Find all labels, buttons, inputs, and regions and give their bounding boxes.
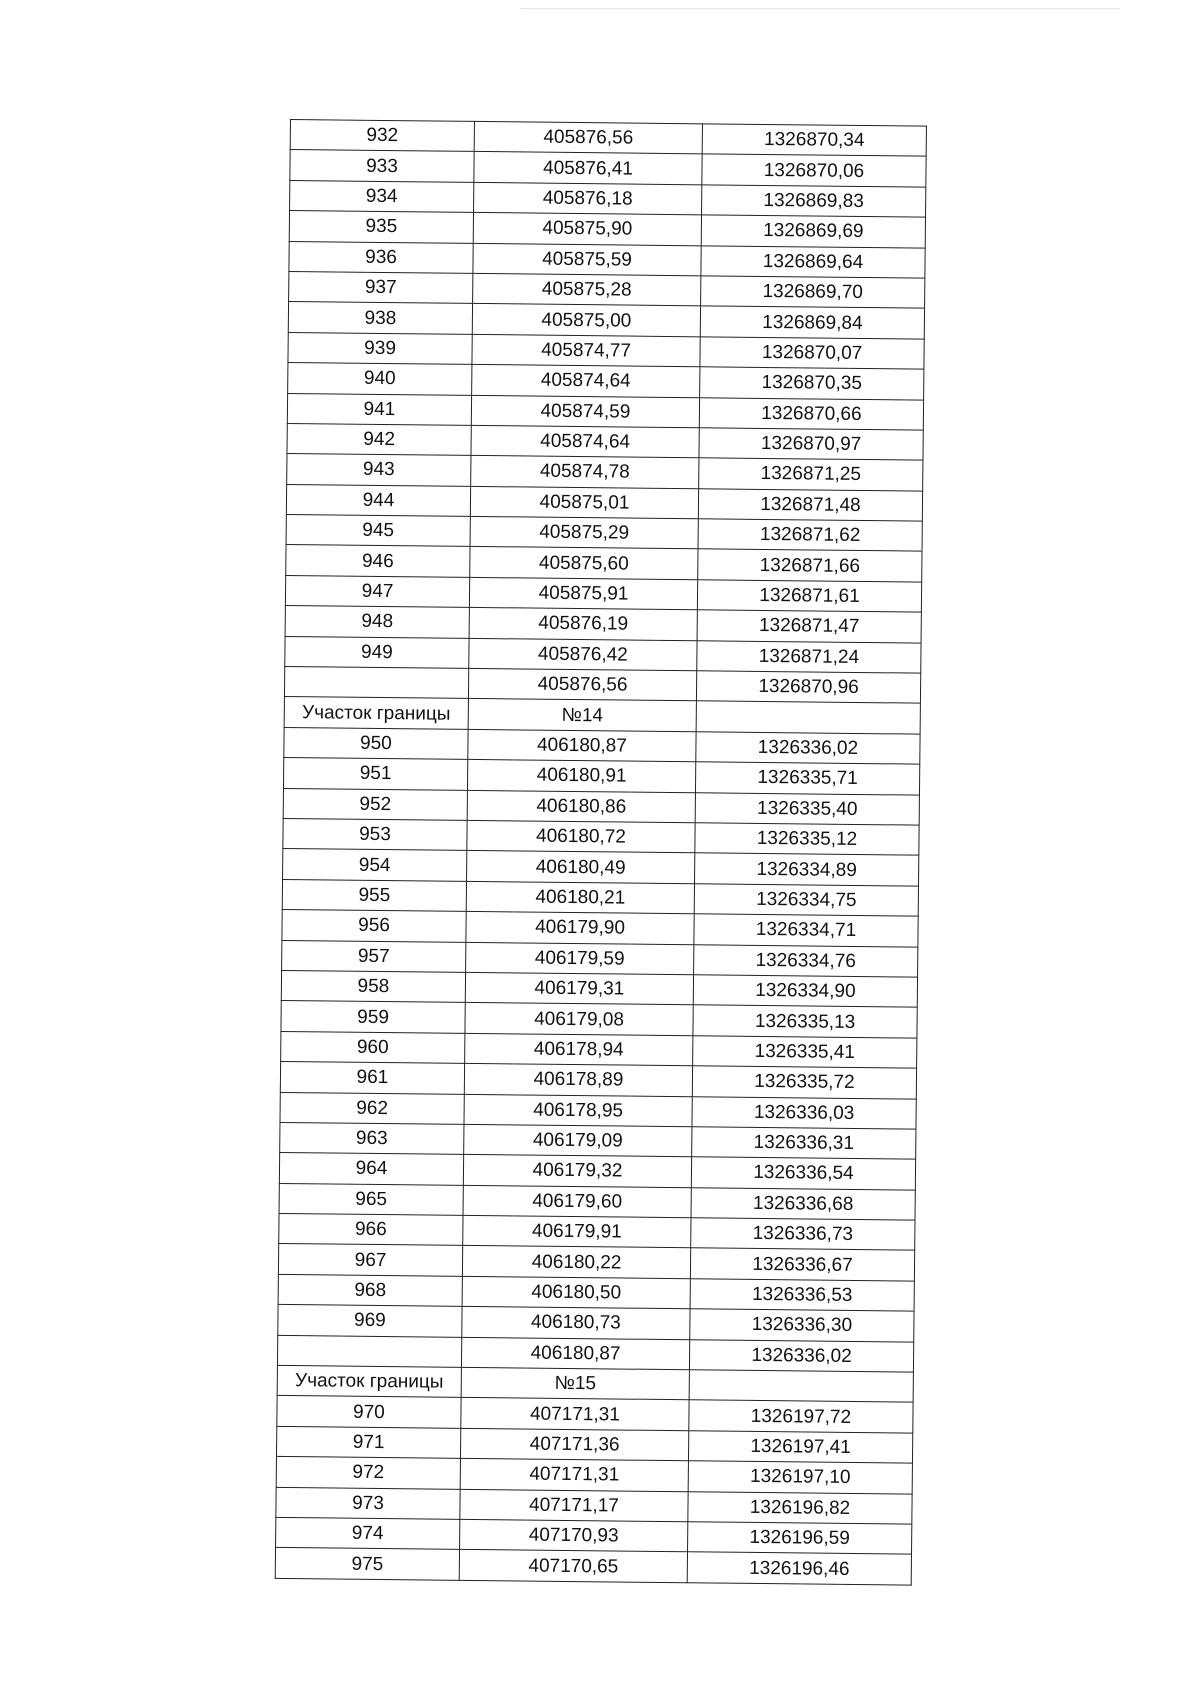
x-coordinate-cell: 406180,87 — [461, 1337, 689, 1370]
x-coordinate-cell: 405876,19 — [469, 608, 697, 641]
x-coordinate-cell: 406180,87 — [468, 729, 696, 762]
y-coordinate-cell: 1326335,41 — [693, 1035, 917, 1068]
x-coordinate-cell: 406178,89 — [464, 1063, 692, 1096]
y-coordinate-cell: 1326871,47 — [697, 610, 921, 643]
x-coordinate-cell: 405875,59 — [473, 243, 701, 276]
y-coordinate-cell: 1326871,24 — [697, 640, 921, 673]
point-number-cell: 967 — [278, 1244, 462, 1276]
table-row — [275, 1548, 911, 1585]
point-number-cell: 965 — [279, 1183, 463, 1215]
point-number-cell: 948 — [285, 606, 469, 638]
coordinates-table — [275, 119, 927, 1585]
point-number-cell: 951 — [283, 758, 467, 790]
point-number-cell — [277, 1335, 461, 1367]
y-coordinate-cell: 1326869,64 — [701, 245, 925, 278]
y-coordinate-cell: 1326335,13 — [693, 1005, 917, 1038]
x-coordinate-cell: 406179,32 — [463, 1155, 691, 1188]
y-coordinate-cell: 1326196,59 — [688, 1522, 912, 1555]
x-coordinate-cell: 406180,86 — [467, 790, 695, 823]
point-number-cell: 947 — [285, 575, 469, 607]
y-coordinate-cell: 1326335,72 — [692, 1066, 916, 1099]
y-coordinate-cell: 1326870,34 — [702, 124, 926, 157]
y-coordinate-cell: 1326336,73 — [691, 1218, 915, 1251]
y-coordinate-cell: 1326334,75 — [694, 884, 918, 917]
y-coordinate-cell: 1326196,82 — [688, 1491, 912, 1524]
x-coordinate-cell: 405876,56 — [468, 668, 696, 701]
point-number-cell: 938 — [288, 302, 472, 334]
point-number-cell: 955 — [282, 879, 466, 911]
y-coordinate-cell: 1326336,03 — [692, 1096, 916, 1129]
x-coordinate-cell: 406179,60 — [463, 1185, 691, 1218]
y-coordinate-cell: 1326336,67 — [690, 1248, 914, 1281]
x-coordinate-cell: 405876,42 — [469, 638, 697, 671]
y-coordinate-cell — [696, 701, 920, 734]
point-number-cell: 962 — [280, 1092, 464, 1124]
x-coordinate-cell: 406179,90 — [466, 912, 694, 945]
y-coordinate-cell: 1326334,76 — [694, 944, 918, 977]
point-number-cell: 950 — [284, 727, 468, 759]
point-number-cell: 961 — [280, 1062, 464, 1094]
point-number-cell: 954 — [283, 849, 467, 881]
point-number-cell: 940 — [288, 363, 472, 395]
x-coordinate-cell: 405875,00 — [472, 304, 700, 337]
y-coordinate-cell: 1326336,53 — [690, 1279, 914, 1312]
y-coordinate-cell: 1326871,66 — [698, 549, 922, 582]
x-coordinate-cell: 407171,17 — [460, 1489, 688, 1522]
y-coordinate-cell: 1326870,06 — [702, 154, 926, 187]
point-number-cell: 936 — [289, 241, 473, 273]
x-coordinate-cell: 405874,64 — [471, 425, 699, 458]
y-coordinate-cell: 1326871,48 — [698, 488, 922, 521]
point-number-cell: 932 — [290, 120, 474, 152]
x-coordinate-cell: 406180,50 — [462, 1276, 690, 1309]
coordinates-table-body — [275, 120, 926, 1585]
y-coordinate-cell: 1326871,61 — [697, 580, 921, 613]
x-coordinate-cell: 407170,65 — [459, 1550, 687, 1583]
point-number-cell: 956 — [282, 910, 466, 942]
y-coordinate-cell: 1326197,41 — [688, 1431, 912, 1464]
point-number-cell: 953 — [283, 818, 467, 850]
point-number-cell: 933 — [290, 150, 474, 182]
y-coordinate-cell: 1326871,62 — [698, 519, 922, 552]
y-coordinate-cell: 1326334,89 — [695, 853, 919, 886]
y-coordinate-cell: 1326869,83 — [702, 185, 926, 218]
y-coordinate-cell: 1326870,96 — [696, 671, 920, 704]
x-coordinate-cell: 406180,73 — [462, 1307, 690, 1340]
point-number-cell: 944 — [286, 484, 470, 516]
section-number-cell: №15 — [461, 1367, 689, 1400]
y-coordinate-cell: 1326336,02 — [689, 1339, 913, 1372]
y-coordinate-cell: 1326869,69 — [701, 215, 925, 248]
x-coordinate-cell: 407170,93 — [460, 1519, 688, 1552]
section-label-cell: Участок границы — [277, 1365, 461, 1397]
x-coordinate-cell: 405874,59 — [471, 395, 699, 428]
y-coordinate-cell: 1326196,46 — [687, 1552, 911, 1585]
y-coordinate-cell: 1326870,07 — [700, 337, 924, 370]
x-coordinate-cell: 406180,21 — [466, 881, 694, 914]
x-coordinate-cell: 407171,31 — [461, 1398, 689, 1431]
point-number-cell: 935 — [289, 211, 473, 243]
y-coordinate-cell — [689, 1370, 913, 1403]
y-coordinate-cell: 1326336,68 — [691, 1187, 915, 1220]
y-coordinate-cell: 1326869,70 — [701, 276, 925, 309]
point-number-cell: 957 — [282, 940, 466, 972]
y-coordinate-cell: 1326871,25 — [699, 458, 923, 491]
x-coordinate-cell: 406179,09 — [464, 1124, 692, 1157]
x-coordinate-cell: 406180,72 — [467, 820, 695, 853]
y-coordinate-cell: 1326335,12 — [695, 823, 919, 856]
x-coordinate-cell: 405876,56 — [474, 121, 702, 154]
point-number-cell: 946 — [286, 545, 470, 577]
point-number-cell: 952 — [283, 788, 467, 820]
point-number-cell: 966 — [279, 1214, 463, 1246]
point-number-cell: 943 — [287, 454, 471, 486]
x-coordinate-cell: 406179,31 — [465, 972, 693, 1005]
point-number-cell: 969 — [278, 1305, 462, 1337]
y-coordinate-cell: 1326869,84 — [700, 306, 924, 339]
y-coordinate-cell: 1326336,31 — [692, 1127, 916, 1160]
x-coordinate-cell: 405875,29 — [470, 516, 698, 549]
x-coordinate-cell: 405876,41 — [474, 152, 702, 185]
y-coordinate-cell: 1326197,72 — [689, 1400, 913, 1433]
y-coordinate-cell: 1326336,02 — [696, 732, 920, 765]
point-number-cell: 971 — [276, 1426, 460, 1458]
x-coordinate-cell: 405874,64 — [472, 365, 700, 398]
x-coordinate-cell: 405875,90 — [473, 213, 701, 246]
x-coordinate-cell: 406178,95 — [464, 1094, 692, 1127]
y-coordinate-cell: 1326870,35 — [700, 367, 924, 400]
x-coordinate-cell: 405875,01 — [470, 486, 698, 519]
y-coordinate-cell: 1326870,66 — [699, 397, 923, 430]
x-coordinate-cell: 406179,91 — [463, 1215, 691, 1248]
x-coordinate-cell: 405874,78 — [471, 456, 699, 489]
point-number-cell — [284, 667, 468, 699]
section-label-cell: Участок границы — [284, 697, 468, 729]
point-number-cell: 963 — [280, 1122, 464, 1154]
x-coordinate-cell: 405875,91 — [469, 577, 697, 610]
x-coordinate-cell: 407171,31 — [460, 1459, 688, 1492]
point-number-cell: 934 — [290, 180, 474, 212]
point-number-cell: 945 — [286, 515, 470, 547]
x-coordinate-cell: 405874,77 — [472, 334, 700, 367]
x-coordinate-cell: 407171,36 — [460, 1428, 688, 1461]
point-number-cell: 964 — [279, 1153, 463, 1185]
point-number-cell: 973 — [276, 1487, 460, 1519]
point-number-cell: 972 — [276, 1457, 460, 1489]
y-coordinate-cell: 1326335,40 — [695, 792, 919, 825]
point-number-cell: 939 — [288, 332, 472, 364]
x-coordinate-cell: 406178,94 — [465, 1033, 693, 1066]
x-coordinate-cell: 405875,60 — [470, 547, 698, 580]
point-number-cell: 974 — [276, 1517, 460, 1549]
x-coordinate-cell: 406180,91 — [467, 760, 695, 793]
x-coordinate-cell: 406179,08 — [465, 1003, 693, 1036]
point-number-cell: 959 — [281, 1001, 465, 1033]
point-number-cell: 970 — [277, 1396, 461, 1428]
x-coordinate-cell: 406179,59 — [466, 942, 694, 975]
point-number-cell: 975 — [275, 1548, 459, 1580]
point-number-cell: 960 — [281, 1031, 465, 1063]
x-coordinate-cell: 406180,22 — [462, 1246, 690, 1279]
point-number-cell: 968 — [278, 1274, 462, 1306]
section-number-cell: №14 — [468, 699, 696, 732]
point-number-cell: 949 — [285, 636, 469, 668]
point-number-cell: 942 — [287, 423, 471, 455]
point-number-cell: 958 — [281, 970, 465, 1002]
y-coordinate-cell: 1326336,54 — [691, 1157, 915, 1190]
x-coordinate-cell: 405875,28 — [473, 273, 701, 306]
y-coordinate-cell: 1326336,30 — [690, 1309, 914, 1342]
x-coordinate-cell: 405876,18 — [474, 182, 702, 215]
scan-artifact — [520, 8, 1120, 11]
point-number-cell: 937 — [289, 271, 473, 303]
y-coordinate-cell: 1326197,10 — [688, 1461, 912, 1494]
y-coordinate-cell: 1326335,71 — [695, 762, 919, 795]
y-coordinate-cell: 1326870,97 — [699, 428, 923, 461]
y-coordinate-cell: 1326334,71 — [694, 914, 918, 947]
x-coordinate-cell: 406180,49 — [467, 851, 695, 884]
y-coordinate-cell: 1326334,90 — [693, 975, 917, 1008]
point-number-cell: 941 — [287, 393, 471, 425]
